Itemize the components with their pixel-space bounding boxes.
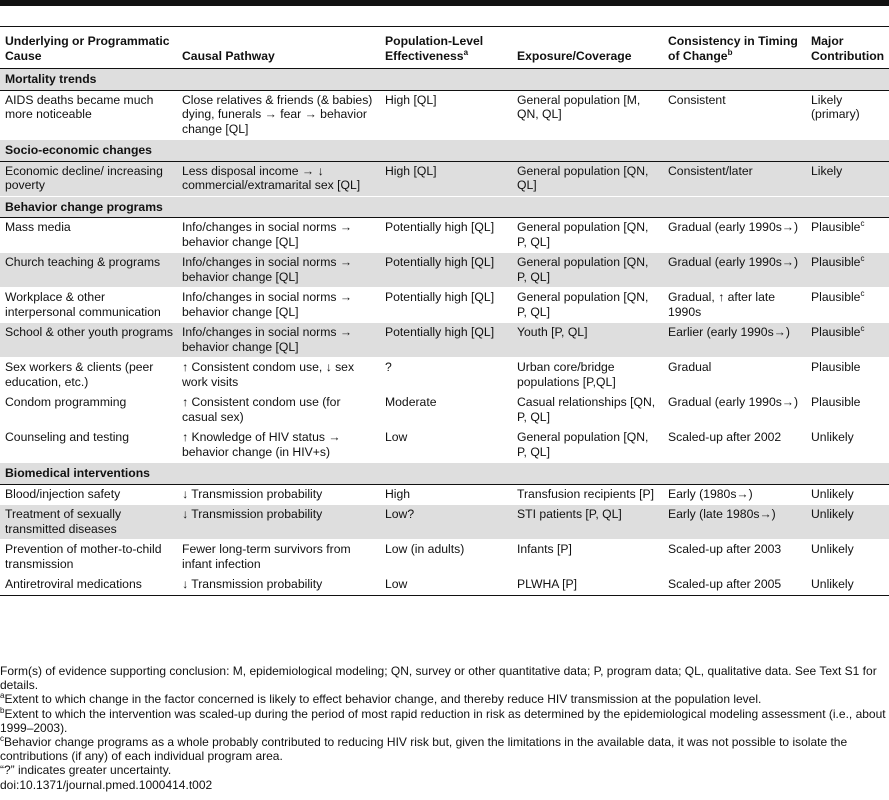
cell-timing: Scaled-up after 2003 (663, 540, 806, 575)
cell-effectiveness: High [QL] (380, 90, 512, 140)
footnote-marker: c (860, 253, 865, 263)
cell-timing: Consistent (663, 90, 806, 140)
cell-timing: Earlier (early 1990s→) (663, 323, 806, 358)
cell-contribution: Unlikely (806, 540, 889, 575)
footnote-marker: c (860, 323, 865, 333)
cell-exposure: General population [QN, P, QL] (512, 288, 663, 323)
cell-pathway: Fewer long-term survivors from infant infection (177, 540, 380, 575)
section-header-row (0, 463, 889, 485)
cell-cause: Antiretroviral medications (0, 575, 177, 596)
cell-exposure: Transfusion recipients [P] (512, 484, 663, 505)
cell-cause: Prevention of mother-to-child transmission (0, 540, 177, 575)
cell-cause: Economic decline/ increasing poverty (0, 161, 177, 196)
header-timing: Consistency in Timing of Change$^b$ (663, 27, 806, 69)
table-row (0, 393, 889, 428)
section-header-row (0, 69, 889, 91)
table-row (0, 428, 889, 463)
cell-exposure: Urban core/bridge populations [P,QL] (512, 358, 663, 393)
cell-timing: Scaled-up after 2005 (663, 575, 806, 596)
cell-effectiveness: Moderate (380, 393, 512, 428)
table-row (0, 218, 889, 253)
cell-timing: Gradual (early 1990s→) (663, 218, 806, 253)
header-cause: Underlying or Programmatic Cause (0, 27, 177, 69)
table-row (0, 253, 889, 288)
footnote-marker: a (463, 47, 469, 57)
cell-pathway: Info/changes in social norms → behavior change [QL] (177, 253, 380, 288)
cell-timing: Early (late 1980s→) (663, 505, 806, 540)
cell-effectiveness: ? (380, 358, 512, 393)
cell-contribution: Plausible$^c$ (806, 323, 889, 358)
section-label: Biomedical interventions (0, 463, 889, 485)
cell-pathway: ↓ Transmission probability (177, 484, 380, 505)
section-header-row (0, 196, 889, 218)
table-row (0, 358, 889, 393)
cell-pathway: ↑ Consistent condom use, ↓ sex work visits (177, 358, 380, 393)
cell-pathway: ↓ Transmission probability (177, 575, 380, 596)
cell-exposure: General population [QN, QL] (512, 161, 663, 196)
cell-contribution: Plausible$^c$ (806, 288, 889, 323)
cell-timing: Gradual, ↑ after late 1990s (663, 288, 806, 323)
cell-exposure: STI patients [P, QL] (512, 505, 663, 540)
cell-cause: Sex workers & clients (peer education, etc.) (0, 358, 177, 393)
cell-contribution: Plausible$^c$ (806, 253, 889, 288)
table-header-row (0, 27, 889, 69)
cell-exposure: PLWHA [P] (512, 575, 663, 596)
table-row (0, 323, 889, 358)
cell-effectiveness: High (380, 484, 512, 505)
cell-cause: School & other youth programs (0, 323, 177, 358)
cell-pathway: Info/changes in social norms → behavior change [QL] (177, 218, 380, 253)
table-row (0, 575, 889, 596)
cell-contribution: Unlikely (806, 575, 889, 596)
footnote: doi:10.1371/journal.pmed.1000414.t002 (0, 777, 213, 792)
cell-exposure: General population [M, QN, QL] (512, 90, 663, 140)
cell-pathway: ↑ Consistent condom use (for casual sex) (177, 393, 380, 428)
cell-contribution: Unlikely (806, 505, 889, 540)
cell-cause: Church teaching & programs (0, 253, 177, 288)
header-contribution: Major Contribution (806, 27, 889, 69)
cell-timing: Gradual (early 1990s→) (663, 393, 806, 428)
cell-cause: Blood/injection safety (0, 484, 177, 505)
cell-pathway: Info/changes in social norms → behavior change [QL] (177, 323, 380, 358)
footnote: $^a$Extent to which change in the factor concerned is likely to effect behavior change, and thereby reduce HIV transmission at the population level. (0, 691, 762, 707)
section-header-row (0, 140, 889, 162)
cell-contribution: Unlikely (806, 428, 889, 463)
cell-timing: Scaled-up after 2002 (663, 428, 806, 463)
footnote-marker: b (727, 47, 733, 57)
footnote: Form(s) of evidence supporting conclusion: M, epidemiological modeling; QN, survey or other quantitative data; P, program data; QL, qualitative data. See Text S1 for details. (0, 664, 877, 693)
cell-cause: Treatment of sexually transmitted diseases (0, 505, 177, 540)
table-footnotes (0, 664, 889, 792)
cell-effectiveness: Low (380, 428, 512, 463)
cell-contribution: Likely (806, 161, 889, 196)
cell-exposure: Youth [P, QL] (512, 323, 663, 358)
cell-cause: Mass media (0, 218, 177, 253)
cell-timing: Gradual (663, 358, 806, 393)
header-exposure: Exposure/Coverage (512, 27, 663, 69)
table-row (0, 484, 889, 505)
footnote: $^c$Behavior change programs as a whole probably contributed to reducing HIV risk but, given the limitations in the available data, it was not possible to isolate the contributions (if any) of each individual program area. (0, 734, 848, 764)
section-label: Behavior change programs (0, 196, 889, 218)
footnote: $^b$Extent to which the intervention was scaled-up during the period of most rapid reduction in risk as determined by the epidemiological modeling assessment (i.e., about 1999–2003). (0, 705, 886, 735)
cell-pathway: Close relatives & friends (& babies) dying, funerals → fear → behavior change [QL] (177, 90, 380, 140)
cell-contribution: Likely (primary) (806, 90, 889, 140)
cell-contribution: Plausible (806, 358, 889, 393)
evidence-table (0, 26, 889, 596)
cell-cause: AIDS deaths became much more noticeable (0, 90, 177, 140)
footnote-marker: b (0, 705, 5, 715)
cell-pathway: ↓ Transmission probability (177, 505, 380, 540)
header-pathway: Causal Pathway (177, 27, 380, 69)
cell-contribution: Unlikely (806, 484, 889, 505)
cell-contribution: Plausible$^c$ (806, 218, 889, 253)
table-row (0, 505, 889, 540)
cell-exposure: General population [QN, P, QL] (512, 218, 663, 253)
table-row (0, 288, 889, 323)
cell-timing: Early (1980s→) (663, 484, 806, 505)
cell-exposure: General population [QN, P, QL] (512, 253, 663, 288)
cell-effectiveness: Potentially high [QL] (380, 218, 512, 253)
footnote-marker: a (0, 691, 5, 701)
cell-effectiveness: High [QL] (380, 161, 512, 196)
table-body (0, 69, 889, 596)
table-row (0, 540, 889, 575)
footnote-marker: c (860, 288, 865, 298)
cell-cause: Workplace & other interpersonal communication (0, 288, 177, 323)
cell-exposure: Casual relationships [QN, P, QL] (512, 393, 663, 428)
cell-cause: Counseling and testing (0, 428, 177, 463)
cell-effectiveness: Low (380, 575, 512, 596)
cell-effectiveness: Low? (380, 505, 512, 540)
cell-effectiveness: Low (in adults) (380, 540, 512, 575)
cell-effectiveness: Potentially high [QL] (380, 323, 512, 358)
section-label: Socio-economic changes (0, 140, 889, 162)
cell-effectiveness: Potentially high [QL] (380, 288, 512, 323)
cell-timing: Gradual (early 1990s→) (663, 253, 806, 288)
table-row (0, 161, 889, 196)
section-label: Mortality trends (0, 69, 889, 91)
cell-pathway: ↑ Knowledge of HIV status → behavior change (in HIV+s) (177, 428, 380, 463)
cell-cause: Condom programming (0, 393, 177, 428)
cell-exposure: Infants [P] (512, 540, 663, 575)
footnote-marker: c (0, 734, 4, 744)
table-row (0, 90, 889, 140)
top-rule (0, 0, 889, 6)
footnote: “?” indicates greater uncertainty. (0, 763, 172, 778)
cell-contribution: Plausible (806, 393, 889, 428)
cell-timing: Consistent/later (663, 161, 806, 196)
cell-pathway: Less disposal income → ↓ commercial/extramarital sex [QL] (177, 161, 380, 196)
cell-effectiveness: Potentially high [QL] (380, 253, 512, 288)
cell-exposure: General population [QN, P, QL] (512, 428, 663, 463)
header-effectiveness: Population-Level Effectiveness$^a$ (380, 27, 512, 69)
footnote-marker: c (860, 218, 865, 228)
cell-pathway: Info/changes in social norms → behavior change [QL] (177, 288, 380, 323)
